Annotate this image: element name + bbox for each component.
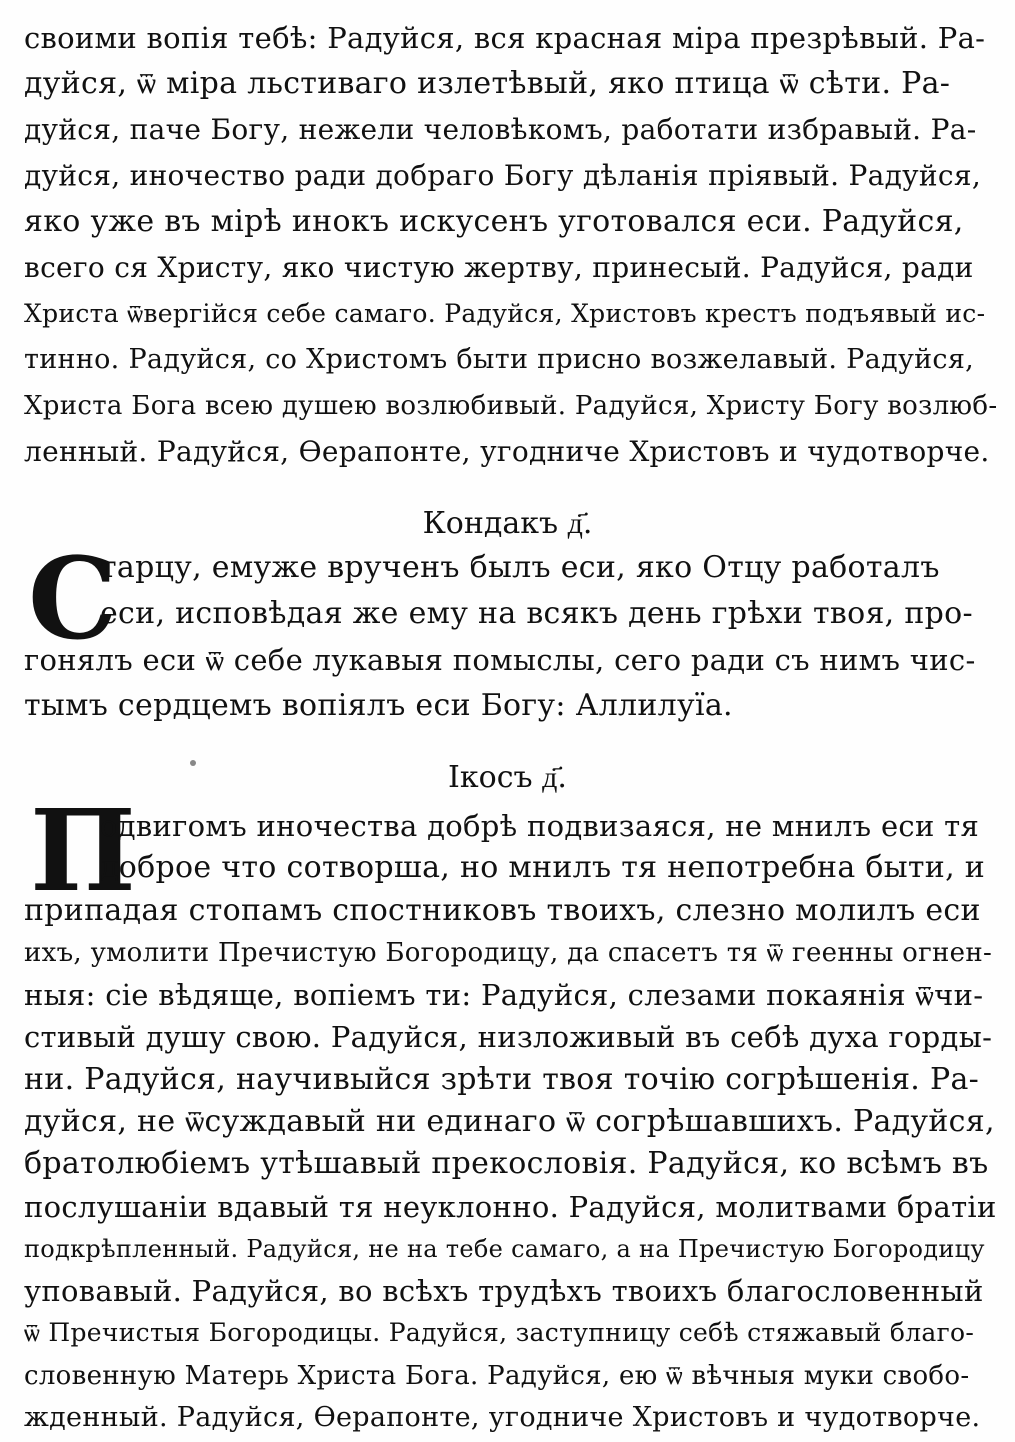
text-line: ни. Радуйся, научивыйся зрѣти твоя точію согрѣшенія. Ра- [24,1062,980,1097]
text-line: гонялъ еси ѿ себе лукавыя помыслы, сего ради съ нимъ чис- [24,643,976,677]
text-line: жденный. Радуйся, Ѳерапонте, угодниче Христовъ и чудотворче. [24,1402,981,1433]
text-line: дуйся, иночество ради добраго Богу дѣланія пріявый. Радуйся, [24,159,982,192]
text-line: доброе что сотворша, но мнилъ тя непотребна быти, и [100,850,986,885]
text-line: стивый душу свою. Радуйся, низложивый въ себѣ духа горды- [24,1020,993,1054]
text-line: уповавый. Радуйся, во всѣхъ трудѣхъ твоихъ благословенный [24,1274,984,1308]
text-line: тарцу, емуже врученъ былъ еси, яко Отцу работалъ [100,550,940,585]
text-line: тымъ сердцемъ вопіялъ еси Богу: Аллилуїа. [24,688,733,723]
text-line: еси, исповѣдая же ему на всякъ день грѣхи твоя, про- [100,596,973,631]
text-line: припадая стопамъ спостниковъ твоихъ, слезно молилъ еси [24,893,981,928]
text-line: своими вопія тебѣ: Радуйся, вся красная міра презрѣвый. Ра- [24,21,986,55]
text-line: ныя: сіе вѣдяще, вопіемъ ти: Радуйся, слезами покаянія ѿчи- [24,978,984,1012]
text-line: яко уже въ мірѣ инокъ искусенъ уготовался еси. Радуйся, [24,204,964,239]
text-line: всего ся Христу, яко чистую жертву, принесый. Радуйся, ради [24,251,974,284]
text-line: одвигомъ иночества добрѣ подвизаяся, не мнилъ еси тя [100,809,980,843]
text-line: дуйся, ѿ міра льстиваго излетѣвый, яко птица ѿ сѣти. Ра- [24,66,951,101]
text-line: ленный. Радуйся, Ѳерапонте, угодниче Христовъ и чудотворче. [24,435,990,468]
text-line: ѿ Пречистыя Богородицы. Радуйся, заступницу себѣ стяжавый благо- [24,1318,975,1347]
text-line: братолюбіемъ утѣшавый прекословія. Радуйся, ко всѣмъ въ [24,1146,989,1181]
text-line: дуйся, паче Богу, нежели человѣкомъ, работати избравый. Ра- [24,113,977,146]
ikos-heading: Ікосъ д҃. [448,760,567,795]
drop-cap-initial: С [28,534,118,665]
drop-cap-initial: П [30,786,136,917]
text-line: тинно. Радуйся, со Христомъ быти присно возжелавый. Радуйся, [24,344,975,375]
text-line: ихъ, умолити Пречистую Богородицу, да спасетъ тя ѿ геенны огнен- [24,938,993,968]
text-line: подкрѣпленный. Радуйся, не на тебе самаго, а на Пречистую Богородицу [24,1235,985,1263]
kontakion-heading: Кондакъ д҃. [422,506,593,541]
text-line: дуйся, не ѿсуждавый ни единаго ѿ согрѣшавшихъ. Радуйся, [24,1104,995,1139]
text-line: Христа ѿвергійся себе самаго. Радуйся, Христовъ крестъ подъявый ис- [24,299,986,328]
text-line: послушаніи вдавый тя неуклонно. Радуйся, молитвами братіи [24,1190,997,1224]
text-line: словенную Матерь Христа Бога. Радуйся, ею ѿ вѣчныя муки свобо- [24,1361,970,1391]
text-line: Христа Бога всею душею возлюбивый. Радуйся, Христу Богу возлюб- [24,391,998,421]
